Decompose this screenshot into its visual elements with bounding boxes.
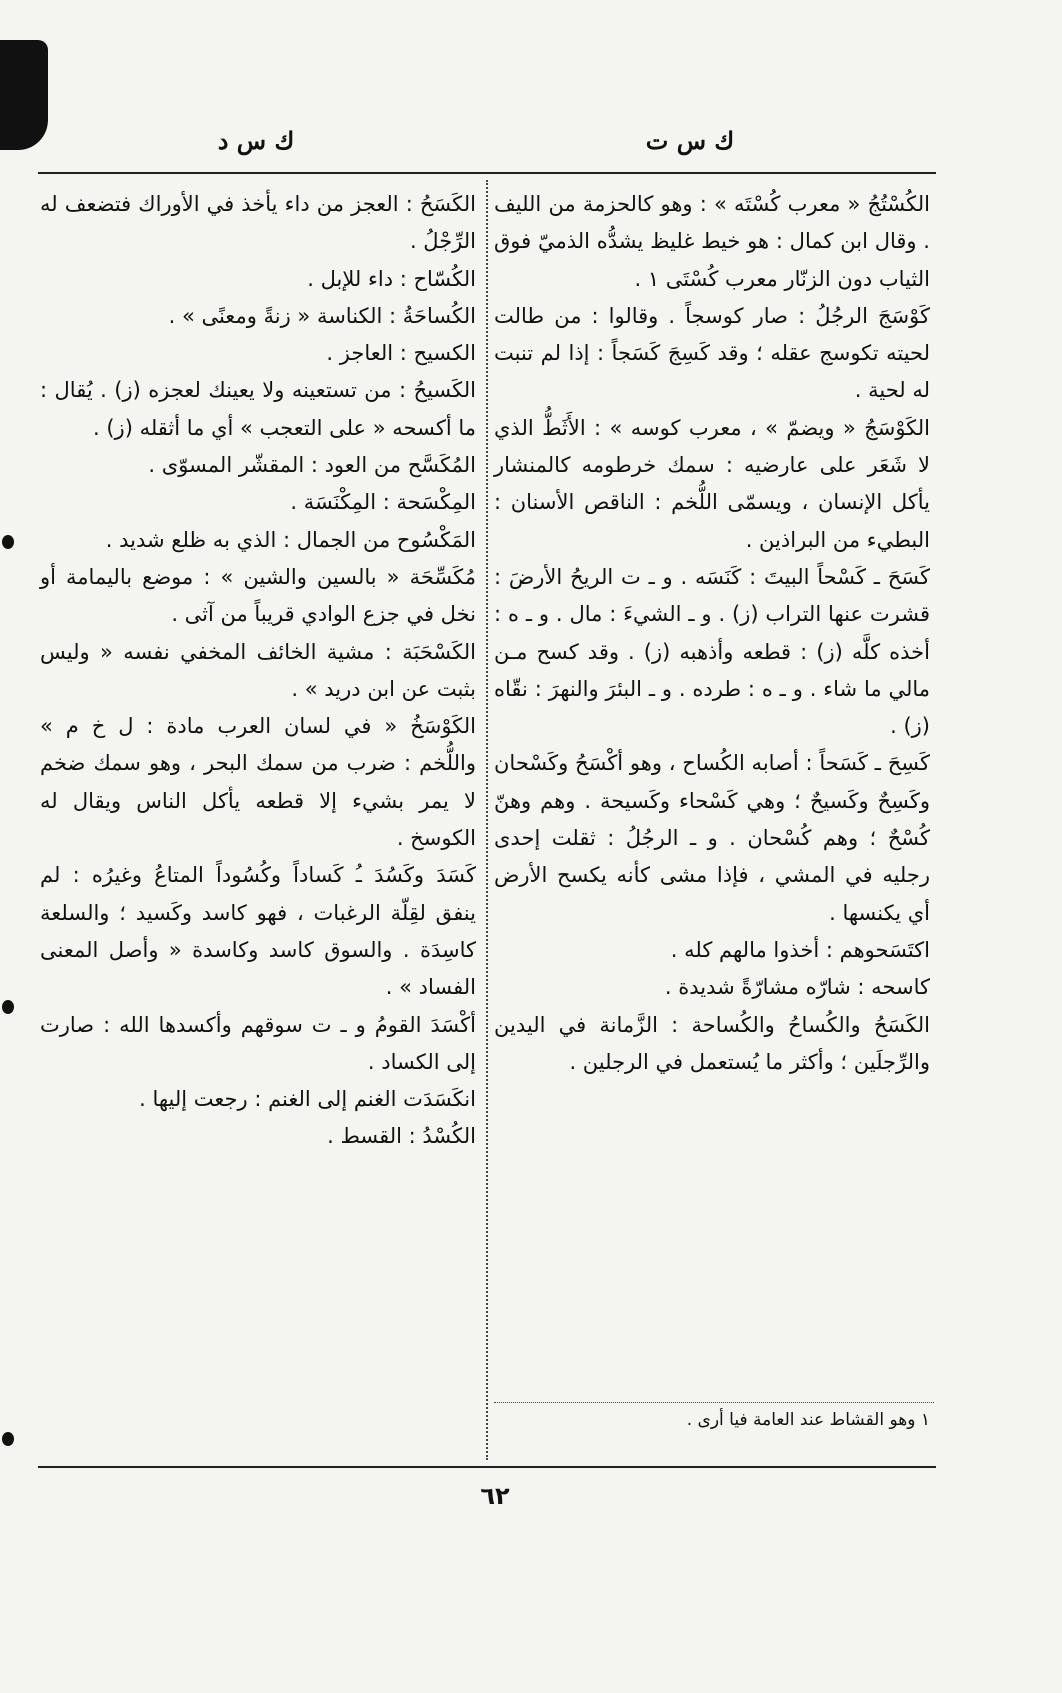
entry: انكَسَدَت الغنم إلى الغنم : رجعت إليها . <box>139 1087 476 1112</box>
entry: الكَسيحُ : من تستعينه ولا يعينك لعجزه (ز) . يُقال : ما أكسحه « على التعجب » أي ما أثقله (ز) . <box>40 378 476 440</box>
footnote: ١ وهو القشاط عند العامة فيا أرى . <box>686 1410 930 1430</box>
entry: المَكْسُوح من الجمال : الذي به ظلع شديد . <box>105 527 476 552</box>
ink-blot <box>2 1000 14 1014</box>
entry: الكَسَحُ والكُساحُ والكُساحة : الزَّمانة في اليدين والرِّجلَين ؛ وأكثر ما يُستعمل في الرجلين . <box>494 1012 930 1074</box>
entry: الكَسَحُ : العجز من داء يأخذ في الأوراك فتضعف له الرِّجْلُ . <box>40 192 476 254</box>
column-divider <box>486 180 488 1460</box>
entry: الكسيح : العاجز . <box>326 341 476 366</box>
left-column <box>40 186 476 1156</box>
entry: كاسحه : شارّه مشارّةً شديدة . <box>664 975 930 1000</box>
page-number: ٦٢ <box>480 1482 510 1510</box>
ink-blot <box>2 535 14 549</box>
entry: المُكَسَّح من العود : المقشّر المسوّى . <box>148 453 476 478</box>
ink-blot <box>2 1432 14 1446</box>
entry: اكتَسَحوهم : أخذوا مالهم كله . <box>670 937 930 962</box>
right-column <box>494 186 930 1081</box>
entry: الكُسْدُ : القسط . <box>327 1124 476 1149</box>
entry: الكُسّاح : داء للإبل . <box>307 266 476 291</box>
entry: مُكَسِّحَة « بالسين والشين » : موضع باليمامة أو نخل في جزع الوادي قريباً من آثى . <box>40 564 476 627</box>
entry: الكَوْسَجُ « ويضمّ » ، معرب كوسه » : الأَثَطُّ الذي لا شَعَر على عارضيه : سمك خرطومه كالمنشار يأكل الإنسان ، ويسمّى اللُّخم : الناقص الأسنان : البطيء من البراذين . <box>494 415 930 552</box>
entry: كَسِحَ ـ كَسَحاً : أصابه الكُساح ، وهو أكْسَحُ وكَسْحان وكَسِحٌ وكَسيحٌ ؛ وهي كَسْحاء وكَسيحة . وهم وهنّ كُسْحٌ ؛ وهم كُسْحان . و ـ الرجُلُ : ثقلت إحدى رجليه في المشي ، فإذا مشى كأنه يكسح الأرض أي يكنسها . <box>494 751 930 925</box>
ink-blot <box>0 40 48 150</box>
footer-rule <box>38 1466 936 1468</box>
entry: الكُسْتُجُ « معرب كُسْتَه » : وهو كالحزمة من الليف . وقال ابن كمال : هو خيط غليظ يشدُّه الذميّ فوق الثياب دون الزنّار معرب كُسْتَى ١ . <box>494 192 930 291</box>
running-header-left: ك س د <box>217 126 295 155</box>
entry: المِكْسَحة : المِكْنَسَة . <box>290 490 476 515</box>
footnote-rule <box>494 1402 934 1403</box>
entry: كَسَدَ وكَسُدَ ـُ كَساداً وكُسُوداً المتاعُ وغيرُه : لم ينفق لقِلّة الرغبات ، فهو كاسد وكَسيد ؛ والسلعة كاسِدَة . والسوق كاسد وكاسدة « وأصل المعنى الفساد » . <box>40 863 476 1000</box>
entry: الكُساحَةُ : الكناسة « زنةً ومعنًى » . <box>168 303 476 328</box>
entry: الكَوْسَخُ « في لسان العرب مادة : ل خ م » واللُّخم : ضرب من سمك البحر ، وهو سمك ضخم لا يمر بشيء إلا قطعه يأكل الناس ويقال له الكوسخ . <box>40 714 476 851</box>
running-header-right: ك س ت <box>645 126 735 155</box>
entry: كَوْسَجَ الرجُلُ : صار كوسجاً . وقالوا : من طالت لحيته تكوسج عقله ؛ وقد كَسِجَ كَسَجاً : إذا لم تنبت له لحية . <box>494 303 930 403</box>
entry: الكَسْحَبَة : مشية الخائف المخفي نفسه « وليس بثبت عن ابن دريد » . <box>40 639 476 701</box>
entry: كَسَحَ ـ كَسْحاً البيتَ : كَنَسَه . و ـ ت الريحُ الأرضَ : قشرت عنها التراب (ز) . و ـ الشيءَ : مال . و ـ ه : أخذه كلَّه (ز) : قطعه وأذهبه (ز) . وقد كسح مـن مالي ما شاء . و ـ ه : طرده . و ـ البئرَ والنهرَ : نقّاه (ز) . <box>494 564 930 739</box>
entry: أكْسَدَ القومُ و ـ ت سوقهم وأكسدها الله : صارت إلى الكساد . <box>40 1012 476 1074</box>
header-rule <box>38 172 936 174</box>
